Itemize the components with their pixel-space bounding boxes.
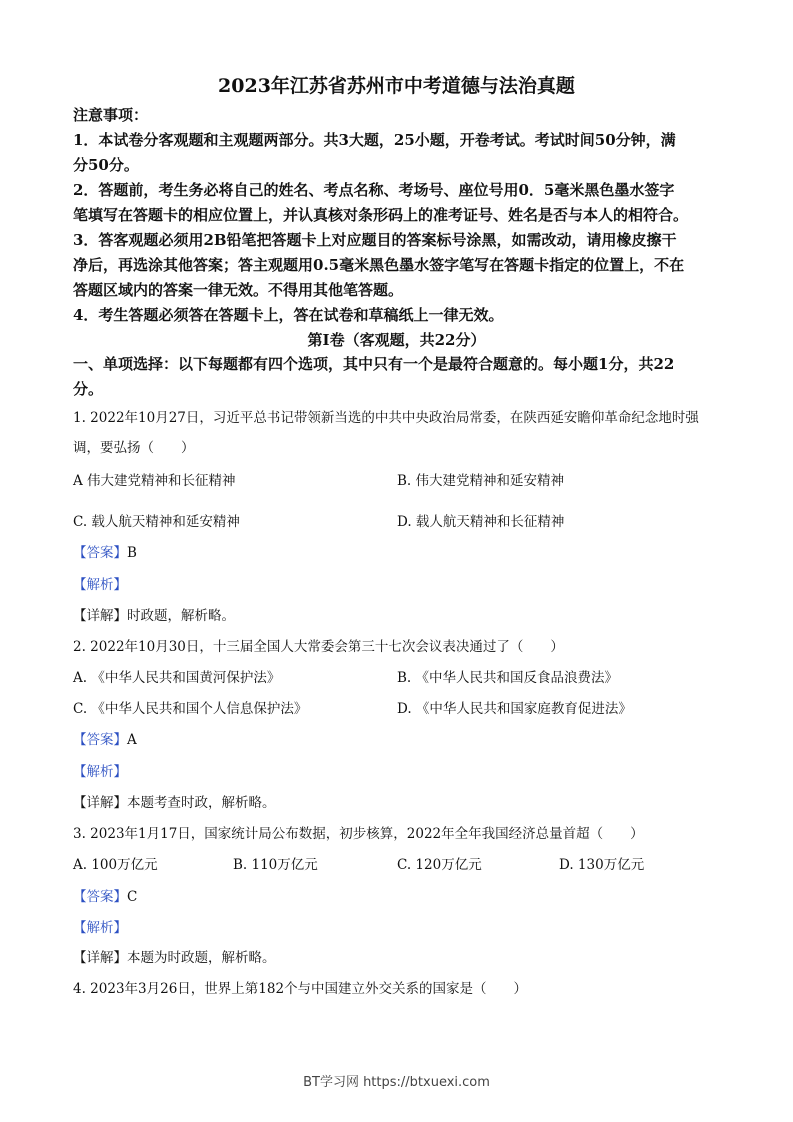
notice-line: 2．答题前，考生务必将自己的姓名、考点名称、考场号、座位号用0．5毫米黑色墨水签字 xyxy=(73,181,675,199)
detail-text: 时政题，解析略。 xyxy=(127,608,235,624)
question-2-analysis-tag: 【解析】 xyxy=(73,764,127,780)
page-footer: BT学习网 https://btxuexi.com xyxy=(303,1075,490,1090)
notice-line: 分50分。 xyxy=(73,156,139,174)
question-1-stem: 1. 2022年10月27日，习近平总书记带领新当选的中共中央政治局常委，在陕西延安瞻仰革命纪念地时强 xyxy=(73,410,699,426)
question-2-option-c: C. 《中华人民共和国个人信息保护法》 xyxy=(73,701,308,717)
detail-text: 本题考查时政，解析略。 xyxy=(127,795,276,811)
section-instruction: 一、单项选择：以下每题都有四个选项，其中只有一个是最符合题意的。每小题1分，共22 xyxy=(73,355,675,373)
answer-value: B xyxy=(127,545,137,561)
detail-tag: 【详解】 xyxy=(73,608,127,624)
question-3-option-d: D. 130万亿元 xyxy=(559,857,645,873)
question-3-stem: 3. 2023年1月17日，国家统计局公布数据，初步核算，2022年全年我国经济总量首超（ ） xyxy=(73,826,644,842)
answer-tag: 【答案】 xyxy=(73,545,127,561)
question-1-option-a: A 伟大建党精神和长征精神 xyxy=(73,473,236,489)
answer-value: A xyxy=(127,732,137,748)
notice-line: 1．本试卷分客观题和主观题两部分。共3大题，25小题，开卷考试。考试时间50分钟，满 xyxy=(73,131,676,149)
notice-heading: 注意事项： xyxy=(73,106,149,124)
question-3-answer xyxy=(73,885,137,905)
answer-tag: 【答案】 xyxy=(73,732,127,748)
question-2-option-a: A. 《中华人民共和国黄河保护法》 xyxy=(73,670,281,686)
answer-value: C xyxy=(127,889,138,905)
detail-tag: 【详解】 xyxy=(73,795,127,811)
notice-line: 净后，再选涂其他答案；答主观题用0.5毫米黑色墨水签字笔写在答题卡指定的位置上，不在 xyxy=(73,256,685,274)
answer-tag: 【答案】 xyxy=(73,889,127,905)
notice-line: 3．答客观题必须用2B铅笔把答题卡上对应题目的答案标号涂黑，如需改动，请用橡皮擦干 xyxy=(73,231,677,249)
page-title: 2023年江苏省苏州市中考道德与法治真题 xyxy=(218,75,575,97)
question-2-answer xyxy=(73,728,137,748)
question-3-option-c: C. 120万亿元 xyxy=(397,857,482,873)
question-3-option-a: A. 100万亿元 xyxy=(73,857,158,873)
question-1-answer xyxy=(73,541,137,561)
question-4-stem: 4. 2023年3月26日，世界上第182个与中国建立外交关系的国家是（ ） xyxy=(73,981,528,997)
question-2-option-b: B. 《中华人民共和国反食品浪费法》 xyxy=(397,670,619,686)
question-1-detail xyxy=(73,604,235,624)
notice-line: 答题区域内的答案一律无效。不得用其他笔答题。 xyxy=(73,281,404,299)
notice-line: 4．考生答题必须答在答题卡上，答在试卷和草稿纸上一律无效。 xyxy=(73,306,504,324)
question-2-detail xyxy=(73,791,276,811)
notice-line: 笔填写在答题卡的相应位置上，并认真核对条形码上的准考证号、姓名是否与本人的相符合。 xyxy=(73,206,689,224)
question-3-detail xyxy=(73,946,276,966)
question-3-option-b: B. 110万亿元 xyxy=(233,857,318,873)
detail-text: 本题为时政题，解析略。 xyxy=(127,950,276,966)
question-1-analysis-tag: 【解析】 xyxy=(73,577,127,593)
detail-tag: 【详解】 xyxy=(73,950,127,966)
question-2-option-d: D. 《中华人民共和国家庭教育促进法》 xyxy=(397,701,632,717)
question-2-stem: 2. 2022年10月30日，十三届全国人大常委会第三十七次会议表决通过了（ ） xyxy=(73,639,564,655)
section-title: 第I卷（客观题，共22分） xyxy=(307,331,486,349)
question-1-option-d: D. 载人航天精神和长征精神 xyxy=(397,514,565,530)
question-1-option-b: B. 伟大建党精神和延安精神 xyxy=(397,473,565,489)
question-3-analysis-tag: 【解析】 xyxy=(73,920,127,936)
question-1-option-c: C. 载人航天精神和延安精神 xyxy=(73,514,240,530)
section-instruction: 分。 xyxy=(73,380,104,398)
question-1-stem: 调，要弘扬（ ） xyxy=(73,440,195,456)
